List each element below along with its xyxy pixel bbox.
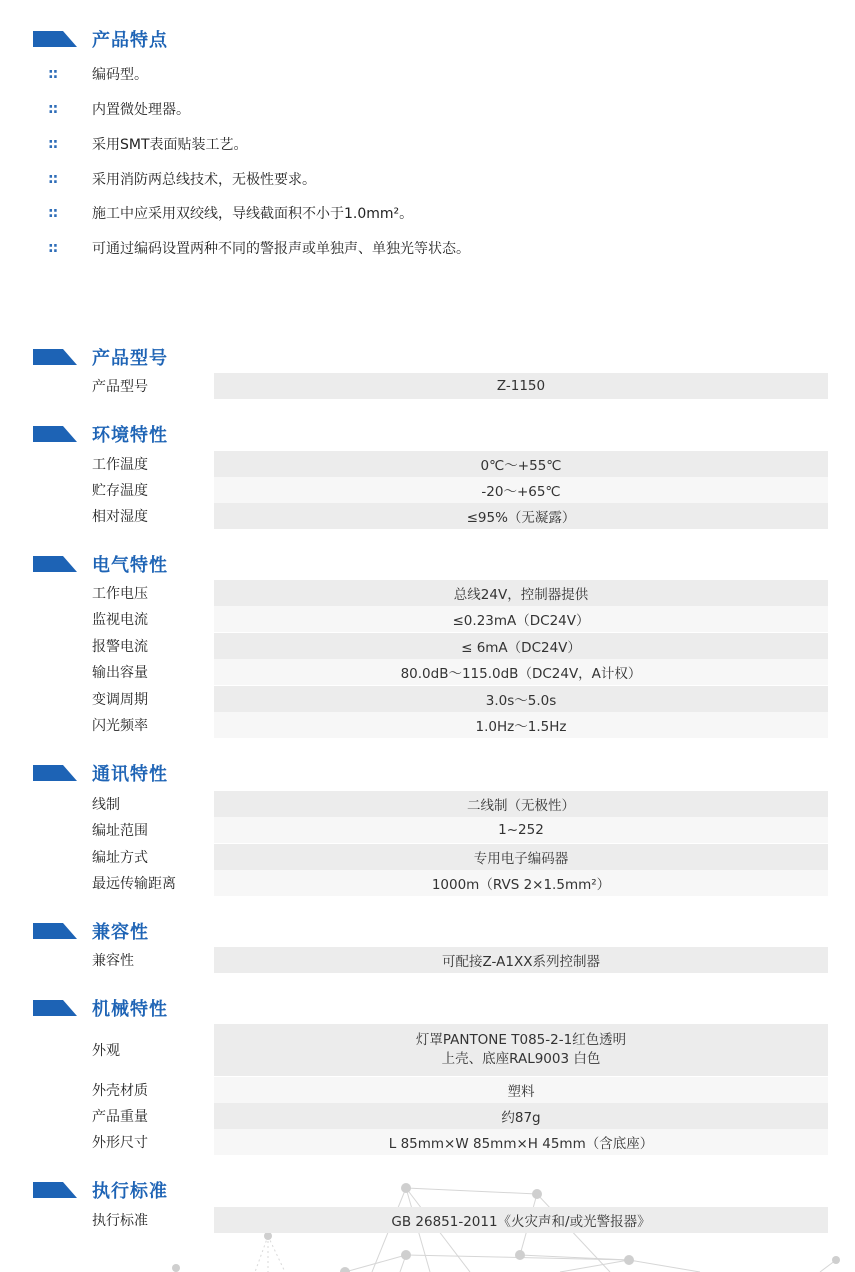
spec-row bbox=[92, 633, 828, 659]
section-title: 机械特性 bbox=[92, 999, 168, 1020]
spec-value: 总线24V，控制器提供 bbox=[214, 580, 828, 606]
spec-value: 0℃～+55℃ bbox=[214, 451, 828, 477]
section-title: 产品特点 bbox=[92, 30, 168, 51]
section-header-environment bbox=[33, 423, 168, 445]
spec-value: 可配接Z-A1XX系列控制器 bbox=[214, 947, 828, 973]
feature-text: 采用消防两总线技术，无极性要求。 bbox=[92, 172, 316, 188]
section-header-features bbox=[33, 28, 168, 50]
spec-label: 产品重量 bbox=[92, 1109, 148, 1125]
spec-value-line: 上壳、底座RAL9003 白色 bbox=[441, 1051, 601, 1067]
section-title: 执行标准 bbox=[92, 1181, 168, 1202]
spec-label: 产品型号 bbox=[92, 379, 148, 395]
spec-value: -20～+65℃ bbox=[214, 477, 828, 503]
spec-row bbox=[92, 451, 828, 477]
spec-label: 最远传输距离 bbox=[92, 876, 176, 892]
section-marker-icon bbox=[33, 923, 77, 939]
spec-row bbox=[92, 817, 828, 843]
spec-label: 线制 bbox=[92, 797, 120, 813]
spec-label: 编址方式 bbox=[92, 850, 148, 866]
feature-item bbox=[48, 169, 316, 189]
section-header-electrical bbox=[33, 553, 168, 575]
spec-row bbox=[92, 1207, 828, 1233]
feature-item bbox=[48, 238, 470, 258]
spec-value: 1~252 bbox=[214, 817, 828, 843]
spec-value: 1.0Hz～1.5Hz bbox=[214, 712, 828, 738]
bullet-icon: :: bbox=[48, 66, 58, 82]
feature-item bbox=[48, 99, 190, 119]
spec-label: 闪光频率 bbox=[92, 718, 148, 734]
spec-value: ≤ 6mA（DC24V） bbox=[214, 633, 828, 659]
spec-row bbox=[92, 606, 828, 632]
spec-row bbox=[92, 580, 828, 606]
bullet-icon: :: bbox=[48, 171, 58, 187]
feature-text: 采用SMT表面贴装工艺。 bbox=[92, 137, 248, 153]
section-marker-icon bbox=[33, 765, 77, 781]
spec-row bbox=[92, 712, 828, 738]
spec-value bbox=[214, 1024, 828, 1076]
section-title: 通讯特性 bbox=[92, 764, 168, 785]
section-title: 兼容性 bbox=[92, 922, 149, 943]
section-marker-icon bbox=[33, 1182, 77, 1198]
spec-row bbox=[92, 791, 828, 817]
spec-label: 监视电流 bbox=[92, 612, 148, 628]
spec-label: 贮存温度 bbox=[92, 483, 148, 499]
feature-item bbox=[48, 64, 148, 84]
section-marker-icon bbox=[33, 349, 77, 365]
spec-value: Z-1150 bbox=[214, 373, 828, 399]
spec-row bbox=[92, 1077, 828, 1103]
spec-row-model bbox=[92, 373, 828, 399]
spec-value: 二线制（无极性） bbox=[214, 791, 828, 817]
spec-label: 输出容量 bbox=[92, 665, 148, 681]
section-title: 电气特性 bbox=[92, 555, 168, 576]
section-marker-icon bbox=[33, 31, 77, 47]
section-title: 产品型号 bbox=[92, 348, 168, 369]
feature-item bbox=[48, 134, 248, 154]
spec-label: 外壳材质 bbox=[92, 1083, 148, 1099]
feature-text: 施工中应采用双绞线，导线截面积不小于1.0mm²。 bbox=[92, 206, 414, 222]
section-marker-icon bbox=[33, 556, 77, 572]
section-header-mechanical bbox=[33, 997, 168, 1019]
spec-label: 工作电压 bbox=[92, 586, 148, 602]
spec-value: 约87g bbox=[214, 1103, 828, 1129]
spec-label: 相对湿度 bbox=[92, 509, 148, 525]
spec-value-line: 灯罩PANTONE T085-2-1红色透明 bbox=[415, 1032, 627, 1048]
spec-value: 3.0s～5.0s bbox=[214, 686, 828, 712]
spec-row bbox=[92, 844, 828, 870]
section-header-model bbox=[33, 346, 168, 368]
feature-text: 可通过编码设置两种不同的警报声或单独声、单独光等状态。 bbox=[92, 241, 470, 257]
spec-label: 外形尺寸 bbox=[92, 1135, 148, 1151]
spec-label: 兼容性 bbox=[92, 953, 134, 969]
spec-value: 80.0dB～115.0dB（DC24V，A计权） bbox=[214, 659, 828, 685]
bullet-icon: :: bbox=[48, 101, 58, 117]
spec-row bbox=[92, 477, 828, 503]
spec-value: ≤0.23mA（DC24V） bbox=[214, 606, 828, 632]
spec-label: 变调周期 bbox=[92, 692, 148, 708]
spec-row bbox=[92, 686, 828, 712]
bullet-icon: :: bbox=[48, 136, 58, 152]
section-header-communication bbox=[33, 762, 168, 784]
spec-value: 塑料 bbox=[214, 1077, 828, 1103]
bullet-icon: :: bbox=[48, 240, 58, 256]
spec-row bbox=[92, 870, 828, 896]
spec-label: 外观 bbox=[92, 1043, 120, 1059]
spec-value: GB 26851-2011《火灾声和/或光警报器》 bbox=[214, 1207, 828, 1233]
section-marker-icon bbox=[33, 426, 77, 442]
feature-text: 内置微处理器。 bbox=[92, 102, 190, 118]
spec-row bbox=[92, 1129, 828, 1155]
spec-value: L 85mm×W 85mm×H 45mm（含底座） bbox=[214, 1129, 828, 1155]
spec-value: 1000m（RVS 2×1.5mm²） bbox=[214, 870, 828, 896]
spec-label: 执行标准 bbox=[92, 1213, 148, 1229]
feature-text: 编码型。 bbox=[92, 67, 148, 83]
spec-value: ≤95%（无凝露） bbox=[214, 503, 828, 529]
spec-label: 报警电流 bbox=[92, 639, 148, 655]
feature-item bbox=[48, 203, 413, 223]
bullet-icon: :: bbox=[48, 205, 58, 221]
section-marker-icon bbox=[33, 1000, 77, 1016]
spec-row bbox=[92, 503, 828, 529]
spec-label: 工作温度 bbox=[92, 457, 148, 473]
spec-row bbox=[92, 1103, 828, 1129]
section-header-standard bbox=[33, 1179, 168, 1201]
section-header-compatibility bbox=[33, 920, 149, 942]
spec-row bbox=[92, 1024, 828, 1076]
spec-value: 专用电子编码器 bbox=[214, 844, 828, 870]
spec-row bbox=[92, 947, 828, 973]
spec-label: 编址范围 bbox=[92, 823, 148, 839]
spec-row bbox=[92, 659, 828, 685]
section-title: 环境特性 bbox=[92, 425, 168, 446]
